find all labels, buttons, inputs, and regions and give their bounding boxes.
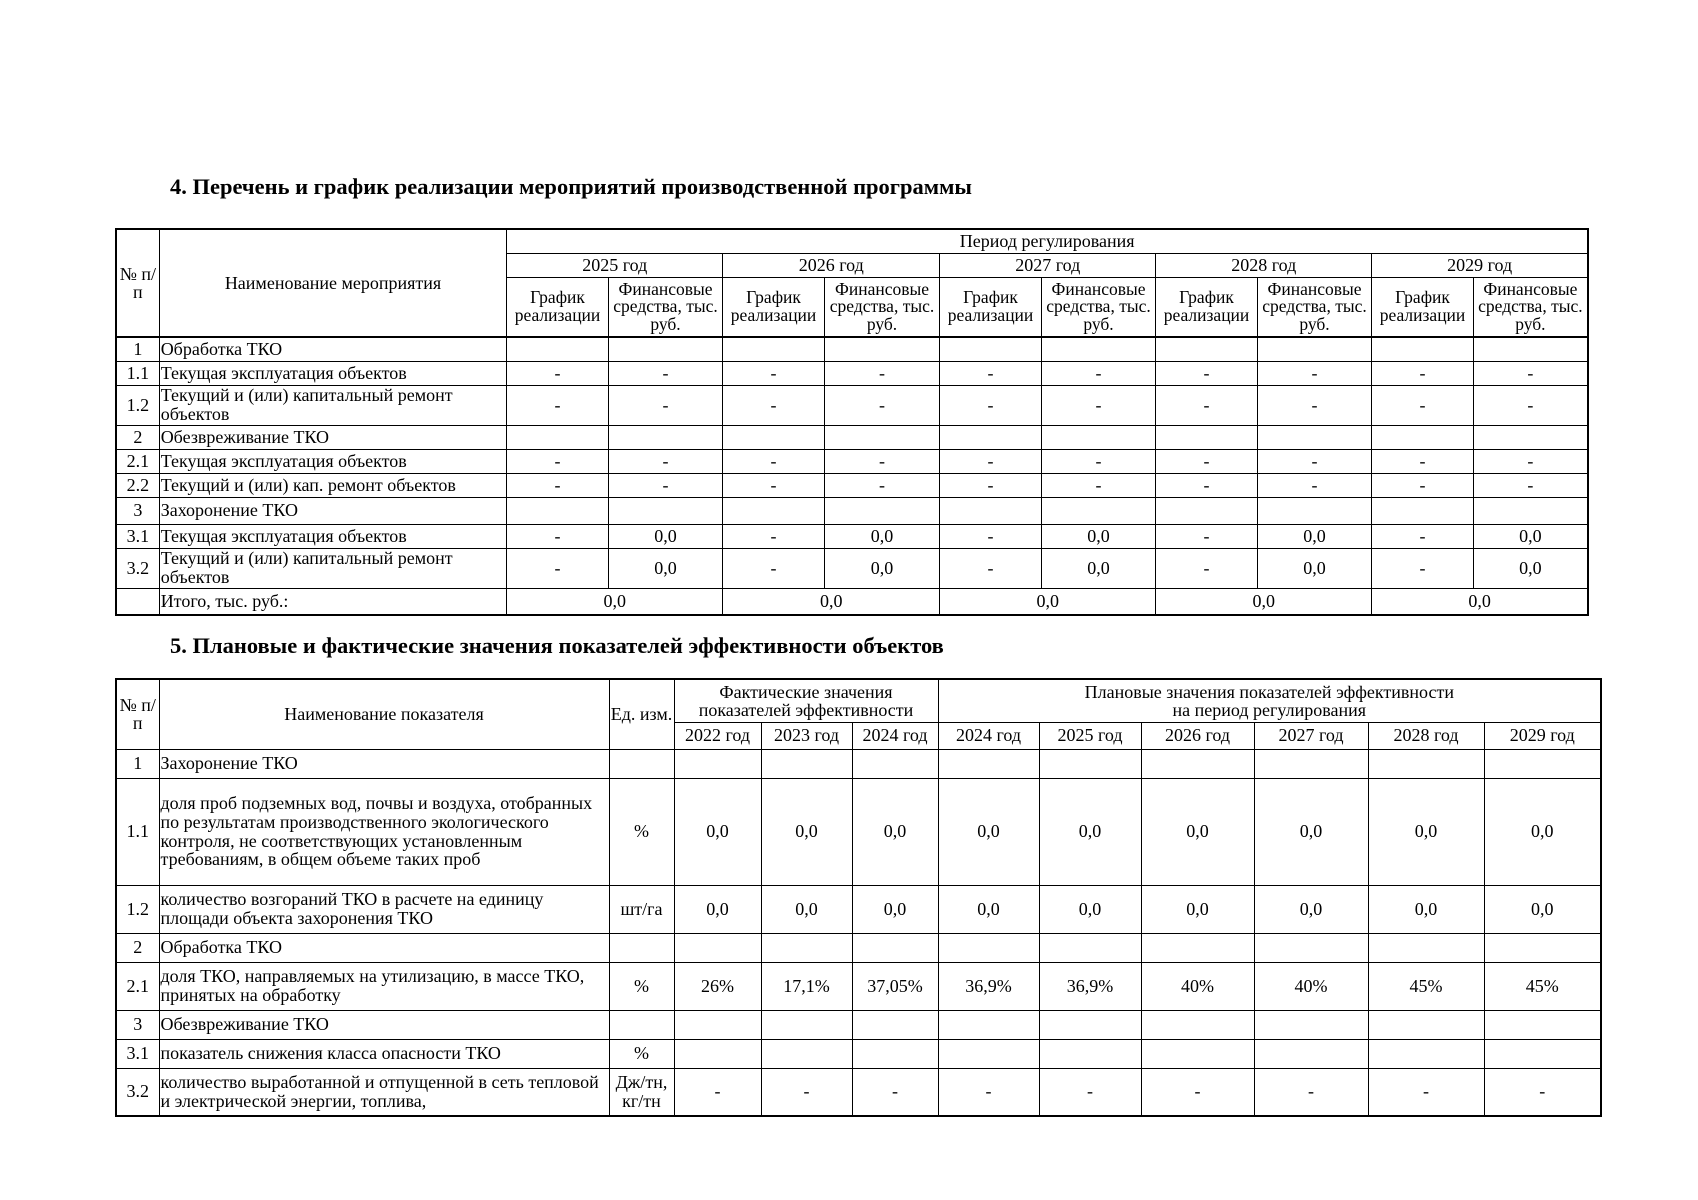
cell-value: - bbox=[940, 385, 1041, 425]
cell-value bbox=[723, 337, 824, 361]
row-num: 3.2 bbox=[116, 1068, 159, 1116]
row-num: 1 bbox=[116, 749, 159, 778]
cell-value bbox=[940, 337, 1041, 361]
cell-value: - bbox=[1257, 473, 1372, 497]
efficiency-indicators-table bbox=[115, 678, 1602, 1117]
row-name: Обезвреживание ТКО bbox=[159, 425, 507, 449]
header-actual-values: Фактические значения показателей эффективности bbox=[674, 679, 938, 722]
cell-value bbox=[608, 337, 723, 361]
table-row bbox=[116, 933, 1601, 962]
cell-value bbox=[674, 749, 761, 778]
cell-value: - bbox=[1473, 449, 1588, 473]
cell-value bbox=[761, 1039, 852, 1068]
cell-value bbox=[1257, 497, 1372, 524]
row-unit bbox=[609, 749, 674, 778]
cell-value: 45% bbox=[1484, 962, 1601, 1010]
row-unit: % bbox=[609, 778, 674, 885]
cell-value bbox=[1156, 337, 1257, 361]
cell-value bbox=[723, 497, 824, 524]
row-name: количество возгораний ТКО в расчете на единицу площади объекта захоронения ТКО bbox=[159, 885, 609, 933]
cell-value: - bbox=[1041, 361, 1156, 385]
cell-value: 0,0 bbox=[1484, 885, 1601, 933]
table-row bbox=[116, 548, 1588, 588]
cell-value bbox=[938, 933, 1039, 962]
cell-value: - bbox=[674, 1068, 761, 1116]
cell-value: 0,0 bbox=[938, 778, 1039, 885]
cell-value: - bbox=[940, 449, 1041, 473]
cell-value bbox=[1473, 337, 1588, 361]
header-planned-line1: Плановые значения показателей эффективности bbox=[1084, 681, 1454, 702]
cell-value bbox=[674, 1039, 761, 1068]
cell-value bbox=[1368, 933, 1484, 962]
cell-value: 0,0 bbox=[824, 548, 940, 588]
cell-value: - bbox=[1473, 361, 1588, 385]
header-year: 2025 год bbox=[507, 253, 723, 277]
cell-value: 0,0 bbox=[1473, 524, 1588, 548]
row-unit bbox=[609, 1010, 674, 1039]
row-num: 1.1 bbox=[116, 778, 159, 885]
cell-value: - bbox=[723, 524, 824, 548]
cell-value: - bbox=[723, 385, 824, 425]
table-row bbox=[116, 449, 1588, 473]
cell-value: 0,0 bbox=[824, 524, 940, 548]
header-indicator-name: Наименование показателя bbox=[159, 679, 609, 749]
cell-value bbox=[1141, 1010, 1254, 1039]
header-year: 2029 год bbox=[1372, 253, 1588, 277]
cell-value: - bbox=[824, 449, 940, 473]
section-5-title: 5. Плановые и фактические значения показателей эффективности объектов bbox=[170, 633, 944, 658]
cell-value: - bbox=[723, 473, 824, 497]
header-year: 2028 год bbox=[1156, 253, 1372, 277]
table-row bbox=[116, 425, 1588, 449]
cell-value bbox=[1473, 497, 1588, 524]
cell-value: 0,0 bbox=[1473, 548, 1588, 588]
header-year: 2027 год bbox=[940, 253, 1156, 277]
cell-value bbox=[938, 1039, 1039, 1068]
section-4-title: 4. Перечень и график реализации мероприятий производственной программы bbox=[170, 174, 973, 199]
total-label: Итого, тыс. руб.: bbox=[159, 588, 507, 615]
cell-value: 45% bbox=[1368, 962, 1484, 1010]
cell-value bbox=[1041, 337, 1156, 361]
row-num: 3.2 bbox=[116, 548, 159, 588]
cell-value: - bbox=[940, 361, 1041, 385]
cell-value: - bbox=[940, 473, 1041, 497]
cell-value: 0,0 bbox=[1041, 524, 1156, 548]
table-row bbox=[116, 749, 1601, 778]
cell-value bbox=[1484, 1010, 1601, 1039]
row-num: 1.2 bbox=[116, 885, 159, 933]
header-actual-year: 2023 год bbox=[761, 722, 852, 749]
cell-value bbox=[761, 933, 852, 962]
cell-value: - bbox=[723, 548, 824, 588]
header-schedule: График реализации bbox=[723, 277, 824, 337]
cell-value: - bbox=[1372, 449, 1473, 473]
cell-value: 0,0 bbox=[1039, 778, 1141, 885]
cell-value bbox=[674, 1010, 761, 1039]
cell-value bbox=[1372, 425, 1473, 449]
cell-value: 17,1% bbox=[761, 962, 852, 1010]
cell-value: 0,0 bbox=[1368, 778, 1484, 885]
cell-value: 37,05% bbox=[852, 962, 938, 1010]
row-name: Текущий и (или) капитальный ремонт объектов bbox=[159, 548, 507, 588]
header-activity-name: Наименование мероприятия bbox=[159, 229, 507, 337]
cell-value: - bbox=[1156, 524, 1257, 548]
cell-value: - bbox=[507, 385, 608, 425]
cell-value: - bbox=[1257, 361, 1372, 385]
cell-value: - bbox=[1484, 1068, 1601, 1116]
cell-value bbox=[852, 1039, 938, 1068]
cell-value: - bbox=[1473, 385, 1588, 425]
cell-value: - bbox=[1156, 449, 1257, 473]
header-actual-year: 2024 год bbox=[852, 722, 938, 749]
header-unit: Ед. изм. bbox=[609, 679, 674, 749]
row-unit: % bbox=[609, 962, 674, 1010]
cell-value: 0,0 bbox=[761, 885, 852, 933]
cell-value: - bbox=[940, 524, 1041, 548]
cell-value bbox=[1368, 1010, 1484, 1039]
cell-value: - bbox=[1041, 385, 1156, 425]
cell-value bbox=[824, 425, 940, 449]
header-planned-year: 2028 год bbox=[1368, 722, 1484, 749]
row-num: 1.2 bbox=[116, 385, 159, 425]
cell-value: - bbox=[852, 1068, 938, 1116]
cell-value bbox=[824, 497, 940, 524]
cell-value: - bbox=[507, 473, 608, 497]
total-value: 0,0 bbox=[1156, 588, 1372, 615]
row-unit: Дж/тн, кг/тн bbox=[609, 1068, 674, 1116]
row-name: доля проб подземных вод, почвы и воздуха, отобранных по результатам производственного экологического контроля, не соответствующих установленным требованиям, в общем объеме таких проб bbox=[159, 778, 609, 885]
table-row bbox=[116, 385, 1588, 425]
cell-value: 40% bbox=[1141, 962, 1254, 1010]
table-row bbox=[116, 1068, 1601, 1116]
cell-value: - bbox=[824, 385, 940, 425]
cell-value bbox=[723, 425, 824, 449]
cell-value: 26% bbox=[674, 962, 761, 1010]
cell-value: 0,0 bbox=[1041, 548, 1156, 588]
row-num: 3.1 bbox=[116, 524, 159, 548]
cell-value: 0,0 bbox=[1484, 778, 1601, 885]
row-name: доля ТКО, направляемых на утилизацию, в массе ТКО, принятых на обработку bbox=[159, 962, 609, 1010]
cell-value bbox=[507, 497, 608, 524]
cell-value bbox=[1368, 1039, 1484, 1068]
cell-value bbox=[824, 337, 940, 361]
cell-value bbox=[1156, 425, 1257, 449]
row-num: 2.2 bbox=[116, 473, 159, 497]
cell-value: 0,0 bbox=[852, 778, 938, 885]
row-name: Обработка ТКО bbox=[159, 337, 507, 361]
cell-value: 0,0 bbox=[1039, 885, 1141, 933]
cell-value bbox=[1039, 933, 1141, 962]
row-unit: шт/га bbox=[609, 885, 674, 933]
table-row bbox=[116, 1039, 1601, 1068]
cell-value bbox=[940, 425, 1041, 449]
cell-value: - bbox=[507, 449, 608, 473]
cell-value: 0,0 bbox=[608, 548, 723, 588]
table-row bbox=[116, 473, 1588, 497]
cell-value bbox=[1041, 425, 1156, 449]
cell-value bbox=[507, 337, 608, 361]
cell-value bbox=[1257, 337, 1372, 361]
header-planned-year: 2029 год bbox=[1484, 722, 1601, 749]
header-finance: Финансовые средства, тыс. руб. bbox=[608, 277, 723, 337]
cell-value bbox=[1254, 749, 1368, 778]
cell-value: - bbox=[608, 361, 723, 385]
cell-value bbox=[1484, 933, 1601, 962]
table-row bbox=[116, 1010, 1601, 1039]
cell-value bbox=[608, 425, 723, 449]
row-num: 2.1 bbox=[116, 962, 159, 1010]
row-name: показатель снижения класса опасности ТКО bbox=[159, 1039, 609, 1068]
cell-value bbox=[761, 1010, 852, 1039]
row-name: Текущая эксплуатация объектов bbox=[159, 524, 507, 548]
cell-value: - bbox=[1372, 385, 1473, 425]
header-schedule: График реализации bbox=[1372, 277, 1473, 337]
production-program-table bbox=[115, 228, 1589, 616]
cell-value bbox=[1368, 749, 1484, 778]
header-planned-line2: на период регулирования bbox=[1172, 699, 1367, 720]
cell-value: - bbox=[938, 1068, 1039, 1116]
row-name: Текущий и (или) капитальный ремонт объектов bbox=[159, 385, 507, 425]
header-schedule: График реализации bbox=[1156, 277, 1257, 337]
header-schedule: График реализации bbox=[940, 277, 1041, 337]
cell-value bbox=[1039, 1039, 1141, 1068]
header-planned-year: 2027 год bbox=[1254, 722, 1368, 749]
table-row bbox=[116, 361, 1588, 385]
cell-value bbox=[761, 749, 852, 778]
row-name: Захоронение ТКО bbox=[159, 497, 507, 524]
cell-value: 0,0 bbox=[761, 778, 852, 885]
cell-value: - bbox=[824, 473, 940, 497]
cell-value: 0,0 bbox=[1257, 548, 1372, 588]
cell-value: - bbox=[1368, 1068, 1484, 1116]
header-num: № п/п bbox=[116, 679, 159, 749]
cell-value: 36,9% bbox=[1039, 962, 1141, 1010]
header-planned-year: 2026 год bbox=[1141, 722, 1254, 749]
row-name: Текущая эксплуатация объектов bbox=[159, 361, 507, 385]
row-name: Обезвреживание ТКО bbox=[159, 1010, 609, 1039]
cell-value bbox=[1372, 337, 1473, 361]
row-name: количество выработанной и отпущенной в сеть тепловой и электрической энергии, топлива, bbox=[159, 1068, 609, 1116]
cell-value bbox=[1484, 1039, 1601, 1068]
cell-value bbox=[852, 749, 938, 778]
total-value: 0,0 bbox=[1372, 588, 1588, 615]
cell-value: - bbox=[940, 548, 1041, 588]
total-num bbox=[116, 588, 159, 615]
cell-value: 0,0 bbox=[1141, 778, 1254, 885]
cell-value: - bbox=[1041, 449, 1156, 473]
row-name: Текущая эксплуатация объектов bbox=[159, 449, 507, 473]
cell-value: - bbox=[1372, 524, 1473, 548]
cell-value: 0,0 bbox=[938, 885, 1039, 933]
header-planned-values bbox=[938, 679, 1601, 722]
header-period: Период регулирования bbox=[507, 229, 1588, 253]
cell-value: 40% bbox=[1254, 962, 1368, 1010]
cell-value: - bbox=[1156, 385, 1257, 425]
table-row bbox=[116, 778, 1601, 885]
cell-value: - bbox=[824, 361, 940, 385]
cell-value: 0,0 bbox=[674, 885, 761, 933]
cell-value bbox=[608, 497, 723, 524]
cell-value: - bbox=[1141, 1068, 1254, 1116]
cell-value bbox=[1254, 1039, 1368, 1068]
cell-value: - bbox=[761, 1068, 852, 1116]
cell-value: - bbox=[608, 473, 723, 497]
cell-value: 0,0 bbox=[674, 778, 761, 885]
row-unit bbox=[609, 933, 674, 962]
cell-value bbox=[1372, 497, 1473, 524]
cell-value: - bbox=[608, 449, 723, 473]
cell-value bbox=[1254, 933, 1368, 962]
cell-value: 0,0 bbox=[1141, 885, 1254, 933]
row-num: 1.1 bbox=[116, 361, 159, 385]
cell-value bbox=[938, 1010, 1039, 1039]
table-row bbox=[116, 885, 1601, 933]
cell-value bbox=[1039, 749, 1141, 778]
cell-value bbox=[1041, 497, 1156, 524]
cell-value bbox=[674, 933, 761, 962]
table-row bbox=[116, 497, 1588, 524]
total-value: 0,0 bbox=[723, 588, 940, 615]
cell-value: - bbox=[1372, 473, 1473, 497]
cell-value: - bbox=[1257, 385, 1372, 425]
cell-value: - bbox=[608, 385, 723, 425]
row-num: 3.1 bbox=[116, 1039, 159, 1068]
header-finance: Финансовые средства, тыс. руб. bbox=[1473, 277, 1588, 337]
cell-value bbox=[938, 749, 1039, 778]
table-row bbox=[116, 524, 1588, 548]
cell-value bbox=[1156, 497, 1257, 524]
cell-value: - bbox=[1257, 449, 1372, 473]
row-num: 3 bbox=[116, 1010, 159, 1039]
cell-value: - bbox=[1156, 361, 1257, 385]
cell-value bbox=[1039, 1010, 1141, 1039]
row-num: 2 bbox=[116, 933, 159, 962]
header-num: № п/п bbox=[116, 229, 159, 337]
header-planned-year: 2025 год bbox=[1039, 722, 1141, 749]
cell-value: - bbox=[723, 361, 824, 385]
cell-value: 0,0 bbox=[1254, 778, 1368, 885]
cell-value bbox=[507, 425, 608, 449]
cell-value: - bbox=[507, 524, 608, 548]
cell-value: 0,0 bbox=[608, 524, 723, 548]
row-num: 1 bbox=[116, 337, 159, 361]
cell-value bbox=[1141, 749, 1254, 778]
cell-value bbox=[1257, 425, 1372, 449]
cell-value: - bbox=[1372, 361, 1473, 385]
cell-value: 0,0 bbox=[1257, 524, 1372, 548]
cell-value: - bbox=[1473, 473, 1588, 497]
cell-value: 0,0 bbox=[852, 885, 938, 933]
row-name: Обработка ТКО bbox=[159, 933, 609, 962]
cell-value bbox=[940, 497, 1041, 524]
cell-value bbox=[852, 933, 938, 962]
header-finance: Финансовые средства, тыс. руб. bbox=[1041, 277, 1156, 337]
cell-value: - bbox=[1254, 1068, 1368, 1116]
cell-value: - bbox=[1156, 548, 1257, 588]
cell-value: 36,9% bbox=[938, 962, 1039, 1010]
table-row bbox=[116, 962, 1601, 1010]
cell-value: - bbox=[1039, 1068, 1141, 1116]
header-year: 2026 год bbox=[723, 253, 940, 277]
header-planned-year: 2024 год bbox=[938, 722, 1039, 749]
cell-value: 0,0 bbox=[1254, 885, 1368, 933]
header-finance: Финансовые средства, тыс. руб. bbox=[1257, 277, 1372, 337]
table-row bbox=[116, 337, 1588, 361]
cell-value: - bbox=[507, 361, 608, 385]
cell-value bbox=[1141, 933, 1254, 962]
cell-value bbox=[1141, 1039, 1254, 1068]
cell-value bbox=[1473, 425, 1588, 449]
cell-value: - bbox=[1041, 473, 1156, 497]
row-num: 3 bbox=[116, 497, 159, 524]
row-name: Текущий и (или) кап. ремонт объектов bbox=[159, 473, 507, 497]
cell-value: 0,0 bbox=[1368, 885, 1484, 933]
cell-value: - bbox=[723, 449, 824, 473]
cell-value bbox=[852, 1010, 938, 1039]
header-finance: Финансовые средства, тыс. руб. bbox=[824, 277, 940, 337]
row-num: 2.1 bbox=[116, 449, 159, 473]
cell-value: - bbox=[1372, 548, 1473, 588]
row-name: Захоронение ТКО bbox=[159, 749, 609, 778]
cell-value: - bbox=[1156, 473, 1257, 497]
total-row bbox=[116, 588, 1588, 615]
row-unit: % bbox=[609, 1039, 674, 1068]
header-schedule: График реализации bbox=[507, 277, 608, 337]
cell-value: - bbox=[507, 548, 608, 588]
total-value: 0,0 bbox=[507, 588, 723, 615]
cell-value bbox=[1254, 1010, 1368, 1039]
row-num: 2 bbox=[116, 425, 159, 449]
cell-value bbox=[1484, 749, 1601, 778]
header-actual-year: 2022 год bbox=[674, 722, 761, 749]
total-value: 0,0 bbox=[940, 588, 1156, 615]
